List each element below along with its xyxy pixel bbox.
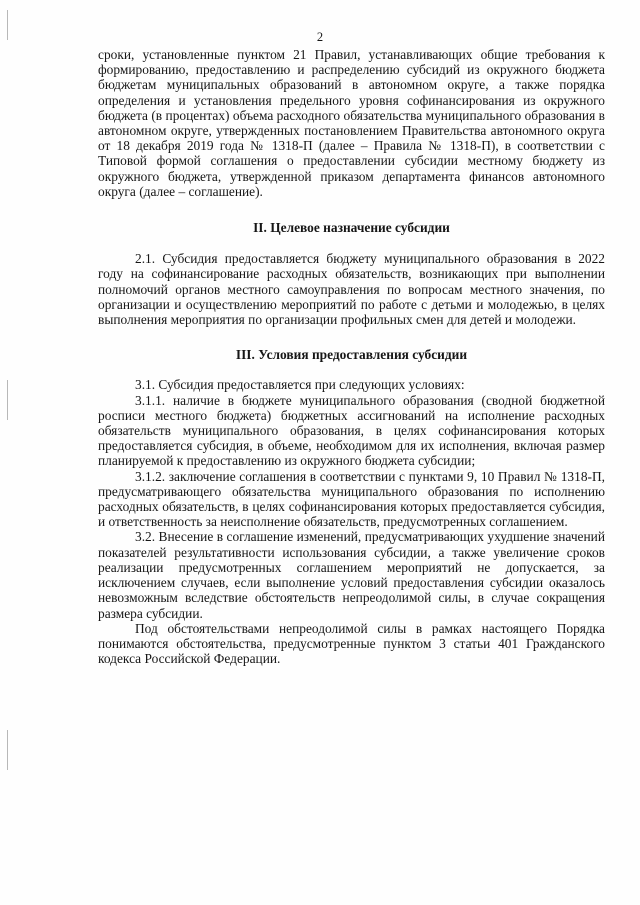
page-number: 2 — [316, 30, 324, 44]
paragraph-3-1-1: 3.1.1. наличие в бюджете муниципального образования (сводной бюджетной росписи местного бюджета) бюджетных ассигнований на исполнение расходных обязательств муниципального образования, в целях софинансирования которых предоставляется субсидия, в объеме, необходимом для их исполнения, включая размер планируемой к предоставлению из окружного бюджета субсидии; — [98, 392, 605, 469]
section-heading-purpose: II. Целевое назначение субсидии — [253, 220, 450, 236]
paragraph-2-1: 2.1. Субсидия предоставляется бюджету муниципального образования в 2022 году на софинансирование расходных обязательств, возникающих при выполнении полномочий органов местного самоуправления по вопросам местного значения, по организации и осуществлению мероприятий по работе с детьми и молодежью, в целях выполнения мероприятия по организации профильных смен для детей и молодежи. — [98, 251, 605, 328]
scan-edge-mark-low — [7, 730, 8, 770]
paragraph-3-1: 3.1. Субсидия предоставляется при следующих условиях: — [135, 377, 465, 393]
paragraph-continuation: сроки, установленные пунктом 21 Правил, устанавливающих общие требования к формированию, предоставлению и распределению субсидий из окружного бюджета бюджетам муниципальных образований в автономном округе, а также порядка определения и установления предельного уровня софинансирования из окружного бюджета (в процентах) объема расходного обязательства муниципального образования в автономном округе, утвержденных постановлением Правительства автономного округа от 18 декабря 2019 года № 1318-П (далее – Правила № 1318-П), в соответствии с Типовой формой соглашения о предоставлении субсидии местному бюджету из окружного бюджета, утвержденной приказом департамента финансов автономного округа (далее – соглашение). — [98, 47, 605, 199]
scan-edge-mark-mid — [7, 380, 8, 420]
document-body — [98, 47, 605, 666]
section-heading-conditions: III. Условия предоставления субсидии — [235, 347, 468, 363]
paragraph-3-2: 3.2. Внесение в соглашение изменений, предусматривающих ухудшение значений показателей результативности использования субсидии, а также увеличение сроков реализации предусмотренных соглашением мероприятий не допускается, за исключением случаев, если выполнение условий предоставления субсидии оказалось невозможным вследствие обстоятельств непреодолимой силы, в случае сокращения размера субсидии. — [98, 529, 605, 621]
paragraph-force-majeure: Под обстоятельствами непреодолимой силы в рамках настоящего Порядка понимаются обстоятельства, предусмотренные пунктом 3 статьи 401 Гражданского кодекса Российской Федерации. — [98, 620, 605, 667]
paragraph-3-1-2: 3.1.2. заключение соглашения в соответствии с пунктами 9, 10 Правил № 1318-П, предусматривающего обязательства муниципального образования по исполнению расходных обязательств, в целях софинансирования которых предоставляется субсидия, и ответственность за неисполнение обязательств, предусмотренных соглашением. — [98, 468, 605, 530]
